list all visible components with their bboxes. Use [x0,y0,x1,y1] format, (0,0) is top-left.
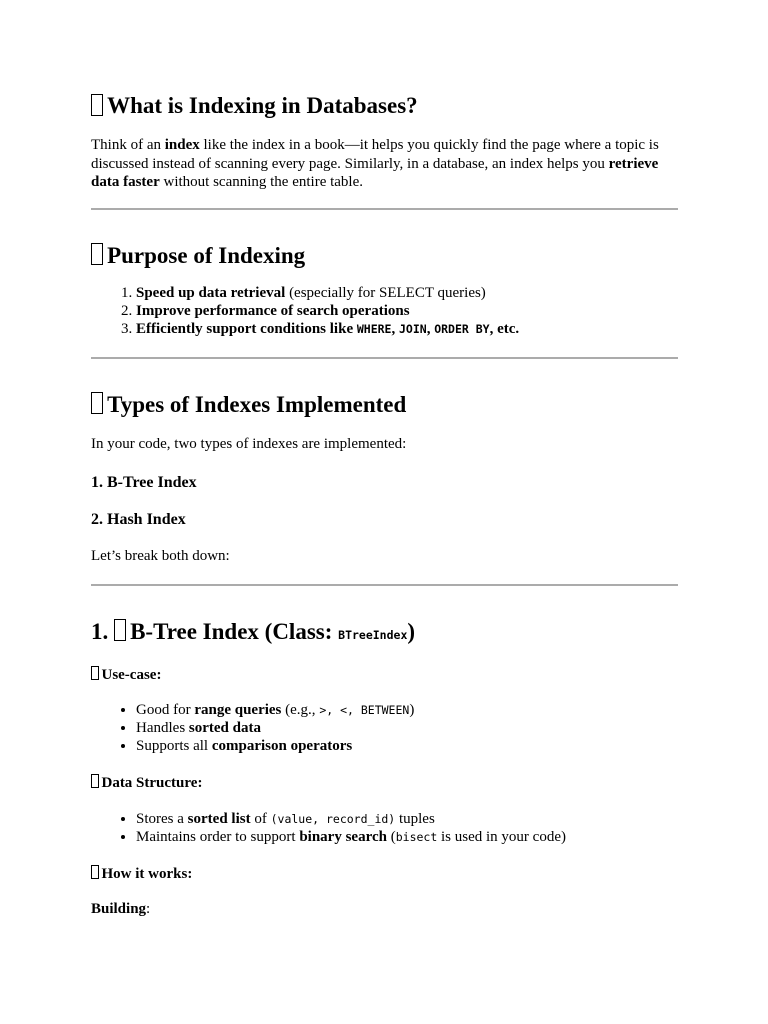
missing-glyph-icon [114,619,126,641]
list-item: • Handles sorted data [136,719,678,737]
list-item: • Good for range queries (e.g., >, <, BETWEEN) [136,701,678,719]
data-structure-list [91,810,678,846]
list-item: • Supports all comparison operators [136,737,678,755]
missing-glyph-icon [91,865,99,879]
use-case-list [91,701,678,755]
purpose-list [91,284,678,338]
list-item: 2. Improve performance of search operations [136,302,678,320]
paragraph-types-intro: In your code, two types of indexes are implemented: [91,435,407,452]
paragraph-break-down: Let’s break both down: [91,548,230,564]
missing-glyph-icon [91,94,103,116]
document-content [91,88,678,918]
missing-glyph-icon [91,243,103,265]
missing-glyph-icon [91,666,99,680]
heading-use-case: Use-case: [91,665,678,685]
paragraph-indexing-intro: Think of an index like the index in a book—it helps you quickly find the page where a topic is discussed instead of scanning every page. Similarly, in a database, an index helps you retrieve data faster without scanning the entire table. [91,137,659,190]
divider [91,357,678,359]
heading-hash-index: 2. Hash Index [91,511,186,528]
list-item: • Maintains order to support binary search (bisect is used in your code) [136,828,678,846]
heading-btree-class: 1. B-Tree Index (Class: BTreeIndex) [91,618,416,644]
missing-glyph-icon [91,392,103,414]
divider [91,584,678,586]
list-item: 1. Speed up data retrieval (especially for SELECT queries) [136,284,678,302]
missing-glyph-icon [91,774,99,788]
heading-purpose: Purpose of Indexing [91,238,678,274]
heading-types: Types of Indexes Implemented [91,387,678,423]
heading-what-is-indexing: What is Indexing in Databases? [91,88,678,124]
heading-btree-index: 1. B-Tree Index [91,474,197,491]
label-building: Building: [91,900,151,917]
heading-data-structure: Data Structure: [91,773,678,793]
list-item: 3. Efficiently support conditions like WHERE, JOIN, ORDER BY, etc. [136,320,678,338]
heading-how-it-works: How it works: [91,864,678,884]
divider [91,208,678,210]
list-item: • Stores a sorted list of (value, record_id) tuples [136,810,678,828]
